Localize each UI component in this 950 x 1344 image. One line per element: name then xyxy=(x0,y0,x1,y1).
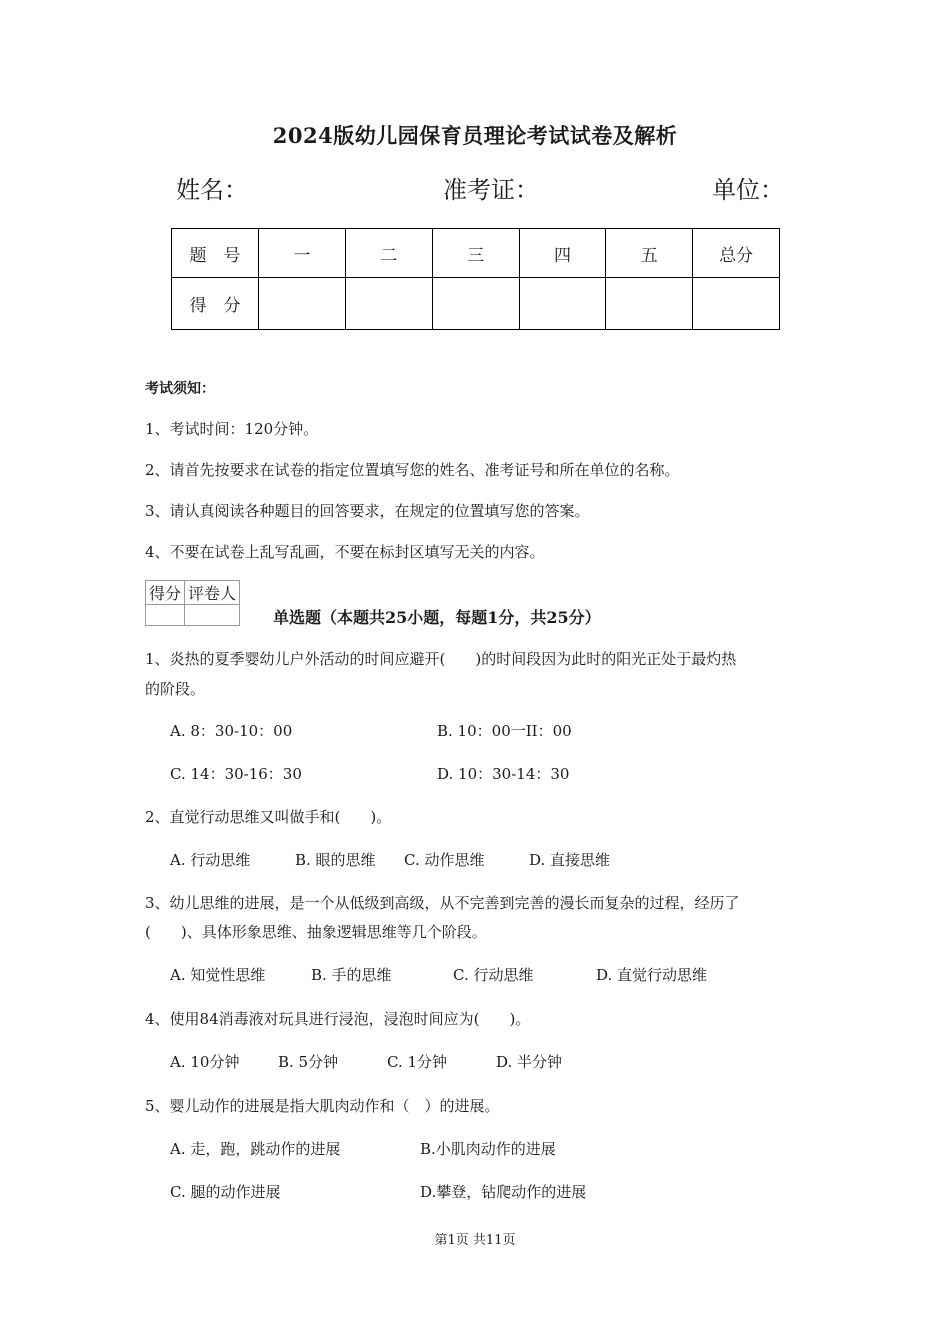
question-3-text: 3、幼儿思维的进展，是一个从低级到高级，从不完善到完善的漫长而复杂的过程，经历了 xyxy=(145,894,740,912)
score-table-header-cell: 二 xyxy=(345,229,432,278)
score-cell[interactable] xyxy=(259,278,346,330)
notice-item: 1、考试时间：120分钟。 xyxy=(145,420,319,438)
score-table-header-cell: 五 xyxy=(606,229,693,278)
notice-heading: 考试须知： xyxy=(145,381,215,397)
question-4-option-d[interactable]: D. 半分钟 xyxy=(496,1053,563,1071)
question-1-option-a[interactable]: A. 8：30-10：00 xyxy=(170,722,293,740)
question-3-option-b[interactable]: B. 手的思维 xyxy=(311,966,392,984)
score-cell[interactable] xyxy=(345,278,432,330)
grader-score-cell[interactable] xyxy=(146,605,185,626)
question-3-text-cont: ( )、具体形象思维、抽象逻辑思维等几个阶段。 xyxy=(145,923,487,941)
score-row-label: 得 分 xyxy=(172,278,259,330)
score-table xyxy=(171,228,780,330)
name-field-label: 姓名： xyxy=(176,176,248,204)
grader-box xyxy=(145,580,240,626)
question-4-text: 4、使用84消毒液对玩具进行浸泡，浸泡时间应为( )。 xyxy=(145,1010,531,1028)
score-cell[interactable] xyxy=(432,278,519,330)
score-table-score-row xyxy=(172,278,780,330)
question-5-option-c[interactable]: C. 腿的动作进展 xyxy=(170,1183,281,1201)
score-cell[interactable] xyxy=(519,278,606,330)
question-1-option-d[interactable]: D. 10：30-14：30 xyxy=(437,765,570,783)
score-table-header-cell: 题 号 xyxy=(172,229,259,278)
question-2-option-b[interactable]: B. 眼的思维 xyxy=(295,851,376,869)
page-title: 2024版幼儿园保育员理论考试试卷及解析 xyxy=(272,123,678,148)
unit-field-label: 单位： xyxy=(712,176,784,204)
question-1-option-c[interactable]: C. 14：30-16：30 xyxy=(170,765,302,783)
score-cell[interactable] xyxy=(606,278,693,330)
question-4-option-b[interactable]: B. 5分钟 xyxy=(278,1053,339,1071)
grader-reviewer-label: 评卷人 xyxy=(185,581,240,605)
notice-item: 4、不要在试卷上乱写乱画，不要在标封区填写无关的内容。 xyxy=(145,543,545,561)
question-3-option-c[interactable]: C. 行动思维 xyxy=(453,966,534,984)
grader-score-label: 得分 xyxy=(146,581,185,605)
score-table-header-cell: 一 xyxy=(259,229,346,278)
score-table-header-cell: 三 xyxy=(432,229,519,278)
question-5-text: 5、婴儿动作的进展是指大肌肉动作和（ ）的进展。 xyxy=(145,1097,500,1115)
question-2-option-d[interactable]: D. 直接思维 xyxy=(529,851,611,869)
question-1-option-b[interactable]: B. 10：00一II：00 xyxy=(437,722,572,740)
question-2-option-a[interactable]: A. 行动思维 xyxy=(170,851,251,869)
section-title: 单选题（本题共25小题，每题1分，共25分） xyxy=(273,608,601,627)
question-3-option-d[interactable]: D. 直觉行动思维 xyxy=(596,966,708,984)
question-3-option-a[interactable]: A. 知觉性思维 xyxy=(170,966,266,984)
question-4-option-c[interactable]: C. 1分钟 xyxy=(387,1053,448,1071)
notice-item: 2、请首先按要求在试卷的指定位置填写您的姓名、准考证号和所在单位的名称。 xyxy=(145,461,680,479)
page-footer: 第1页 共11页 xyxy=(434,1233,516,1248)
question-1-text: 1、炎热的夏季婴幼儿户外活动的时间应避开( )的时间段因为此时的阳光正处于最灼热 xyxy=(145,650,737,668)
grader-reviewer-cell[interactable] xyxy=(185,605,240,626)
score-table-header-cell: 四 xyxy=(519,229,606,278)
question-5-option-d[interactable]: D.攀登，钻爬动作的进展 xyxy=(420,1183,587,1201)
ticket-field-label: 准考证： xyxy=(443,176,539,204)
score-table-header-cell: 总分 xyxy=(693,229,780,278)
question-5-option-a[interactable]: A. 走，跑，跳动作的进展 xyxy=(170,1140,341,1158)
score-table-header-row xyxy=(172,229,780,278)
question-1-text-cont: 的阶段。 xyxy=(145,680,206,698)
score-cell[interactable] xyxy=(693,278,780,330)
question-2-text: 2、直觉行动思维又叫做手和( )。 xyxy=(145,808,392,826)
question-5-option-b[interactable]: B.小肌肉动作的进展 xyxy=(420,1140,556,1158)
question-2-option-c[interactable]: C. 动作思维 xyxy=(404,851,485,869)
question-4-option-a[interactable]: A. 10分钟 xyxy=(170,1053,240,1071)
notice-item: 3、请认真阅读各种题目的回答要求，在规定的位置填写您的答案。 xyxy=(145,502,590,520)
